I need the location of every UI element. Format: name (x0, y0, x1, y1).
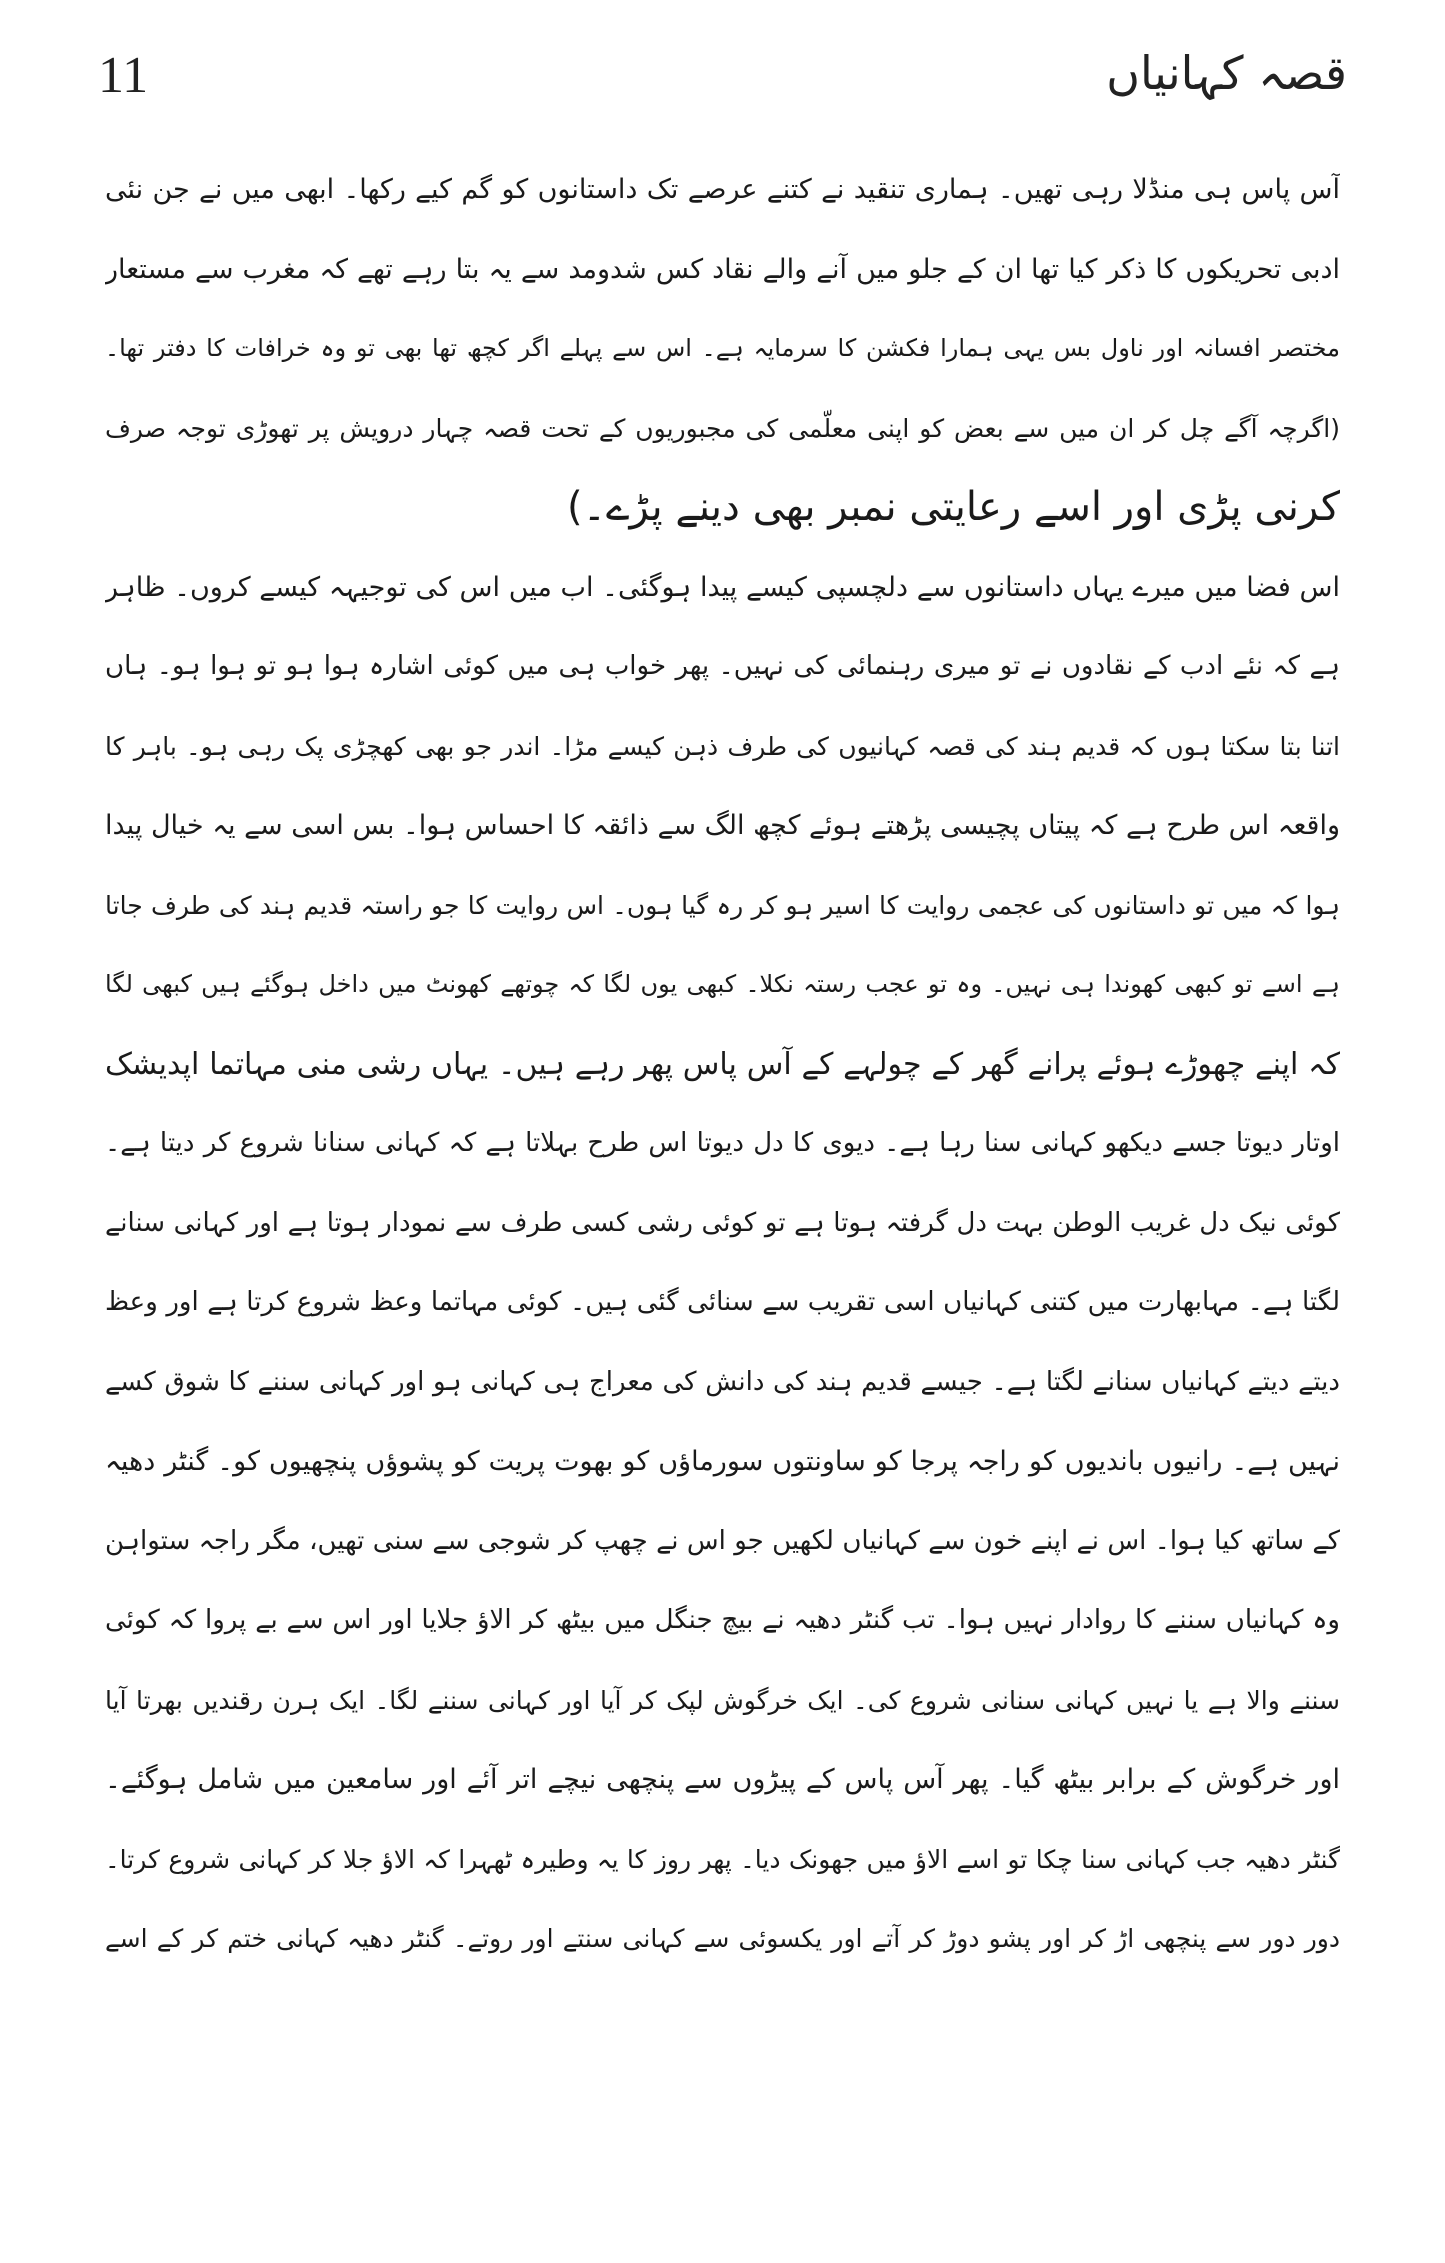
text-line-9: واقعہ اس طرح ہے کہ پیتاں پچیسی پڑھتے ہوئے کچھ الگ سے ذائقہ کا احساس ہوا۔ بس اسی سے یہ خیال پیدا (105, 810, 1340, 841)
text-line-15: لگتا ہے۔ مہابھارت میں کتنی کہانیاں اسی تقریب سے سنائی گئی ہیں۔ کوئی مہاتما وعظ شروع کرتا ہے اور وعظ (105, 1287, 1340, 1317)
text-line-3: مختصر افسانہ اور ناول بس یہی ہمارا فکشن کا سرمایہ ہے۔ اس سے پہلے اگر کچھ تھا بھی تو وہ خرافات کا دفتر تھا۔ (105, 334, 1340, 362)
running-title: قصہ کہانیاں (1106, 46, 1347, 100)
page-number: 11 (98, 47, 149, 104)
text-line-14: کوئی نیک دل غریب الوطن بہت دل گرفتہ ہوتا ہے تو کوئی رشی کسی طرف سے نمودار ہوتا ہے اور کہانی سنانے (105, 1207, 1340, 1238)
text-line-18: کے ساتھ کیا ہوا۔ اس نے اپنے خون سے کہانیاں لکھیں جو اس نے چھپ کر شوجی سے سنی تھیں، مگر راجہ ستواہن (105, 1525, 1340, 1556)
body-text (105, 150, 1340, 1979)
text-line-21: اور خرگوش کے برابر بیٹھ گیا۔ پھر آس پاس کے پیڑوں سے پنچھی نیچے اتر آئے اور سامعین میں شامل ہوگئے۔ (105, 1764, 1340, 1795)
text-line-5: کرنی پڑی اور اسے رعایتی نمبر بھی دینے پڑے۔) (567, 484, 1340, 530)
text-line-12: کہ اپنے چھوڑے ہوئے پرانے گھر کے چولہے کے آس پاس پھر رہے ہیں۔ یہاں رشی منی مہاتما اپدیشک (105, 1046, 1340, 1082)
text-line-7: ہے کہ نئے ادب کے نقادوں نے تو میری رہنمائی کی نہیں۔ پھر خواب ہی میں کوئی اشارہ ہوا ہو تو ہوا ہو۔ ہاں (105, 651, 1340, 681)
text-line-23: دور دور سے پنچھی اڑ کر اور پشو دوڑ کر آتے اور یکسوئی سے کہانی سنتے اور روتے۔ گنٹر دھیہ کہانی ختم کر کے اسے (105, 1924, 1340, 1953)
text-line-4: (اگرچہ آگے چل کر ان میں سے بعض کو اپنی معلّمی کی مجبوریوں کے تحت قصہ چہار درویش پر تھوڑی توجہ صرف (105, 413, 1340, 443)
text-line-22: گنٹر دھیہ جب کہانی سنا چکا تو اسے الاؤ میں جھونک دیا۔ پھر روز کا یہ وطیرہ ٹھہرا کہ الاؤ جلا کر کہانی شروع کرتا۔ (105, 1844, 1340, 1874)
text-line-8: اتنا بتا سکتا ہوں کہ قدیم ہند کی قصہ کہانیوں کی طرف ذہن کیسے مڑا۔ اندر جو بھی کھچڑی پک رہی ہو۔ باہر کا (105, 731, 1340, 761)
text-line-16: دیتے دیتے کہانیاں سنانے لگتا ہے۔ جیسے قدیم ہند کی دانش کی معراج ہی کہانی ہو اور کہانی سننے کا شوق کسے (105, 1366, 1340, 1397)
text-line-6: اس فضا میں میرے یہاں داستانوں سے دلچسپی کیسے پیدا ہوگئی۔ اب میں اس کی توجیہہ کیسے کروں۔ ظاہر (105, 571, 1340, 603)
page-header (88, 40, 1357, 120)
text-line-11: ہے اسے تو کبھی کھوندا ہی نہیں۔ وہ تو عجب رستہ نکلا۔ کبھی یوں لگا کہ چوتھے کھونٹ میں داخل ہوگئے ہیں کبھی لگا (105, 970, 1340, 998)
text-line-19: وہ کہانیاں سننے کا روادار نہیں ہوا۔ تب گنٹر دھیہ نے بیچ جنگل میں بیٹھ کر الاؤ جلایا اور اس سے بے پروا کہ کوئی (105, 1605, 1340, 1635)
text-line-17: نہیں ہے۔ رانیوں باندیوں کو راجہ پرجا کو ساونتوں سورماؤں کو بھوت پریت کو پشوؤں پنچھیوں کو۔ گنٹر دھیہ (105, 1446, 1340, 1477)
text-line-10: ہوا کہ میں تو داستانوں کی عجمی روایت کا اسیر ہو کر رہ گیا ہوں۔ اس روایت کا جو راستہ قدیم ہند کی طرف جاتا (105, 890, 1340, 920)
text-line-2: ادبی تحریکوں کا ذکر کیا تھا ان کے جلو میں آنے والے نقاد کس شدومد سے یہ بتا رہے تھے کہ مغرب سے مستعار (105, 253, 1340, 285)
text-line-13: اوتار دیوتا جسے دیکھو کہانی سنا رہا ہے۔ دیوی کا دل دیوتا اس طرح بہلاتا ہے کہ کہانی سنانا شروع کر دیتا ہے۔ (105, 1128, 1340, 1158)
text-line-1: آس پاس ہی منڈلا رہی تھیں۔ ہماری تنقید نے کتنے عرصے تک داستانوں کو گم کیے رکھا۔ ابھی میں نے جن نئی (105, 174, 1340, 205)
text-line-20: سننے والا ہے یا نہیں کہانی سنانی شروع کی۔ ایک خرگوش لپک کر آیا اور کہانی سننے لگا۔ ایک ہرن رقندیں بھرتا آیا (105, 1685, 1340, 1715)
